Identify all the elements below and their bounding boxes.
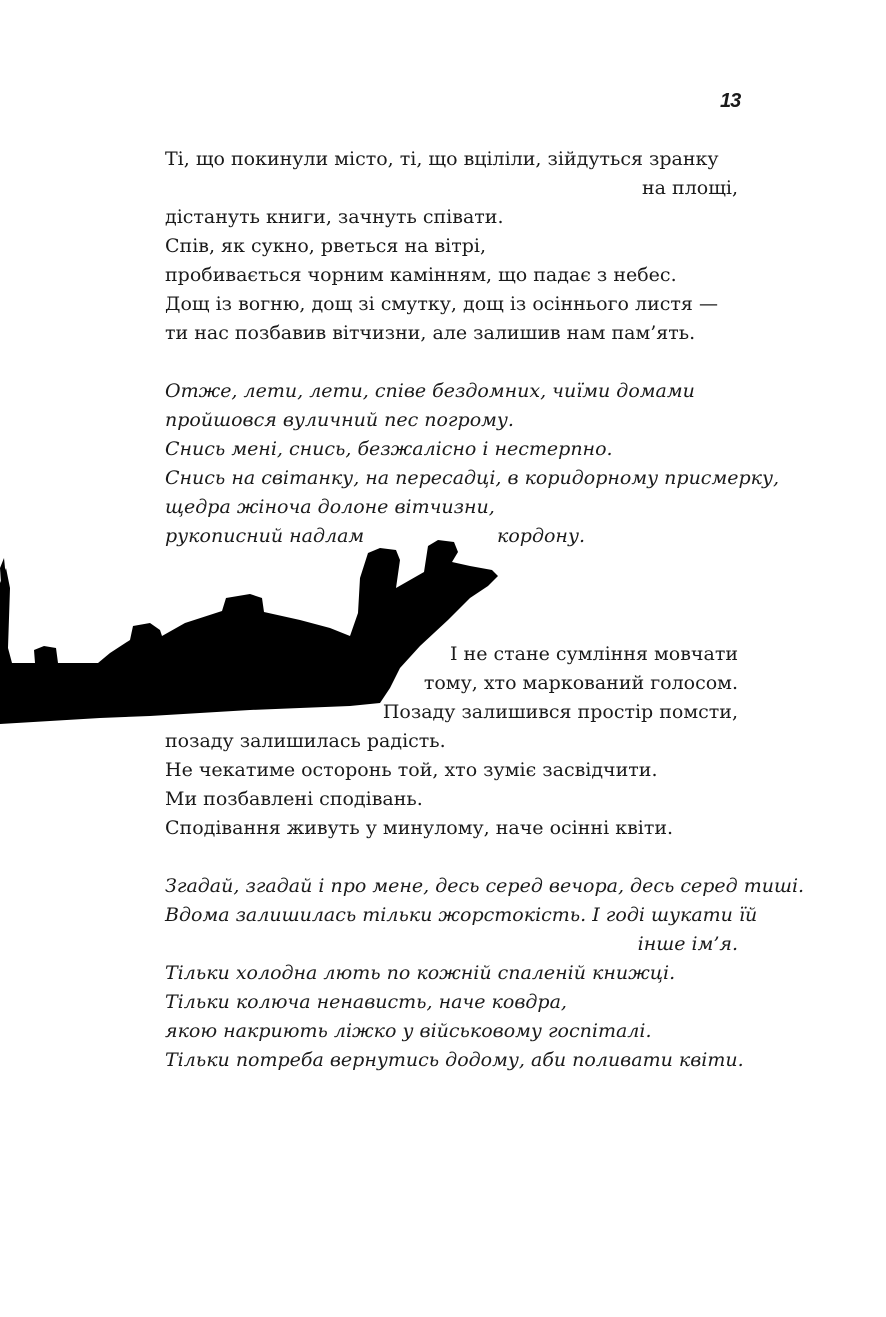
poem-line: щедра жіноча долоне вітчизни, [165,496,495,518]
poem-line: Ті, що покинули місто, ті, що вціліли, зійдуться зранку [165,148,719,170]
poem-line: Вдома залишилась тільки жорстокість. І годі шукати їй [165,904,758,926]
poem-line: Згадай, згадай і про мене, десь серед вечора, десь серед тиші. [165,875,805,897]
poem-line: Тільки потреба вернутись додому, аби поливати квіти. [165,1049,744,1071]
poem-line: Спів, як сукно, рветься на вітрі, [165,235,487,257]
poem-line: Отже, лети, лети, співе бездомних, чиїми домами [165,380,695,402]
poem-line: ти нас позбавив вітчизни, але залишив нам пам’ять. [165,322,696,344]
poem-line: Снись на світанку, на пересадці, в коридорному присмерку, [165,467,780,489]
poem-line: пробивається чорним камінням, що падає з небес. [165,264,677,286]
poem-line: Сподівання живуть у минулому, наче осінні квіти. [165,817,674,839]
poem-line: Не чекатиме осторонь той, хто зуміє засвідчити. [165,759,658,781]
poem-line: на площі, [642,177,738,199]
poem-line: кордону. [497,525,586,547]
poem-line: інше ім’я. [637,933,738,955]
poem-line: Тільки колюча ненависть, наче ковдра, [165,991,567,1013]
poem-line: Позаду залишився простір помсти, [382,701,738,723]
poem-line: дістануть книги, зачнуть співати. [165,206,504,228]
poem-line: Ми позбавлені сподівань. [165,788,423,810]
page-number: 13 [720,90,741,112]
poem-line: І не стане сумління мовчати [450,643,738,665]
poem-line: Дощ із вогню, дощ зі смутку, дощ із осіннього листя — [165,293,718,315]
city-silhouette-illustration [0,525,520,728]
poem-line: позаду залишилась радість. [165,730,446,752]
poem-line: Снись мені, снись, безжалісно і нестерпно. [165,438,613,460]
poem-line: якою накриють ліжко у військовому госпіталі. [165,1020,652,1042]
poem-line: тому, хто маркований голосом. [423,672,738,694]
poem-line: рукописний надлам [165,525,365,547]
poem-line: Тільки холодна лють по кожній спаленій книжці. [165,962,676,984]
poem-line: пройшовся вуличний пес погрому. [165,409,514,431]
